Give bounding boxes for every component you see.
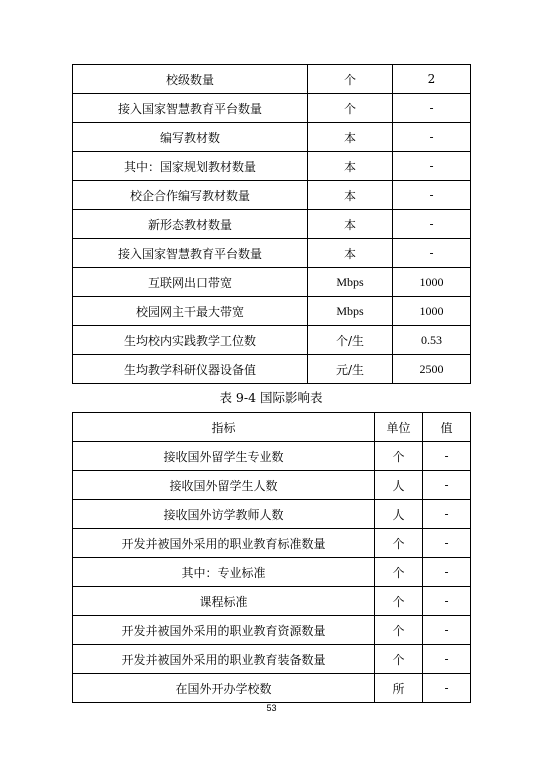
indicator-value: - [393,181,471,210]
indicator-unit: 本 [308,123,393,152]
indicator-value: 2 [393,65,471,94]
column-header-unit: 单位 [375,413,423,442]
indicator-unit: 个 [308,65,393,94]
table-row [73,123,471,152]
table-row [73,471,471,500]
indicator-value: - [423,587,471,616]
column-header-value: 值 [423,413,471,442]
indicator-unit: 个 [375,587,423,616]
indicator-name: 课程标准 [73,587,375,616]
international-influence-table-body [73,442,471,703]
table-row [73,442,471,471]
indicator-unit: 个 [375,616,423,645]
column-header-indicator: 指标 [73,413,375,442]
indicator-unit: 本 [308,239,393,268]
indicator-unit: 人 [375,471,423,500]
indicator-value: - [393,152,471,181]
indicator-name: 接入国家智慧教育平台数量 [73,239,308,268]
table-row [73,239,471,268]
table-header-row [73,413,471,442]
indicator-unit: Mbps [308,268,393,297]
table-row [73,500,471,529]
indicator-table-top [72,64,471,384]
table-row [73,268,471,297]
table-row [73,645,471,674]
indicator-unit: 个 [375,442,423,471]
table-row [73,94,471,123]
table-row [73,152,471,181]
indicator-name: 新形态教材数量 [73,210,308,239]
indicator-name: 其中：专业标准 [73,558,375,587]
indicator-name: 校企合作编写教材数量 [73,181,308,210]
table-row [73,65,471,94]
indicator-unit: 本 [308,181,393,210]
indicator-table-top-body [73,65,471,384]
indicator-value: 1000 [393,268,471,297]
international-influence-table [72,412,471,703]
indicator-unit: 个 [375,529,423,558]
indicator-name: 编写教材数 [73,123,308,152]
indicator-unit: 所 [375,674,423,703]
indicator-unit: 个 [375,558,423,587]
indicator-value: - [423,558,471,587]
indicator-unit: 本 [308,152,393,181]
indicator-value: - [423,616,471,645]
table-row [73,297,471,326]
indicator-value: 0.53 [393,326,471,355]
indicator-value: - [423,529,471,558]
table-row [73,674,471,703]
indicator-name: 其中：国家规划教材数量 [73,152,308,181]
indicator-value: - [423,500,471,529]
indicator-value: - [393,94,471,123]
indicator-unit: 人 [375,500,423,529]
indicator-name: 生均校内实践教学工位数 [73,326,308,355]
indicator-unit: 个 [308,94,393,123]
table-row [73,558,471,587]
indicator-name: 接收国外访学教师人数 [73,500,375,529]
indicator-value: - [393,210,471,239]
indicator-name: 校园网主干最大带宽 [73,297,308,326]
indicator-name: 互联网出口带宽 [73,268,308,297]
indicator-unit: Mbps [308,297,393,326]
indicator-unit: 本 [308,210,393,239]
indicator-unit: 个/生 [308,326,393,355]
indicator-name: 开发并被国外采用的职业教育资源数量 [73,616,375,645]
indicator-value: 2500 [393,355,471,384]
table-row [73,210,471,239]
table-caption: 表 9-4 国际影响表 [219,390,323,405]
indicator-value: - [393,239,471,268]
table-row [73,616,471,645]
indicator-value: - [423,442,471,471]
indicator-name: 接入国家智慧教育平台数量 [73,94,308,123]
indicator-value: - [423,645,471,674]
indicator-name: 生均教学科研仪器设备值 [73,355,308,384]
indicator-value: - [393,123,471,152]
indicator-name: 接收国外留学生专业数 [73,442,375,471]
indicator-name: 接收国外留学生人数 [73,471,375,500]
indicator-name: 在国外开办学校数 [73,674,375,703]
indicator-value: - [423,674,471,703]
indicator-value: 1000 [393,297,471,326]
table-row [73,355,471,384]
table-row [73,587,471,616]
indicator-name: 校级数量 [73,65,308,94]
page-number: 53 [266,703,277,713]
table-row [73,529,471,558]
indicator-unit: 个 [375,645,423,674]
table-row [73,181,471,210]
indicator-name: 开发并被国外采用的职业教育装备数量 [73,645,375,674]
indicator-value: - [423,471,471,500]
indicator-unit: 元/生 [308,355,393,384]
international-influence-table-head [73,413,471,442]
table-row [73,326,471,355]
indicator-name: 开发并被国外采用的职业教育标准数量 [73,529,375,558]
